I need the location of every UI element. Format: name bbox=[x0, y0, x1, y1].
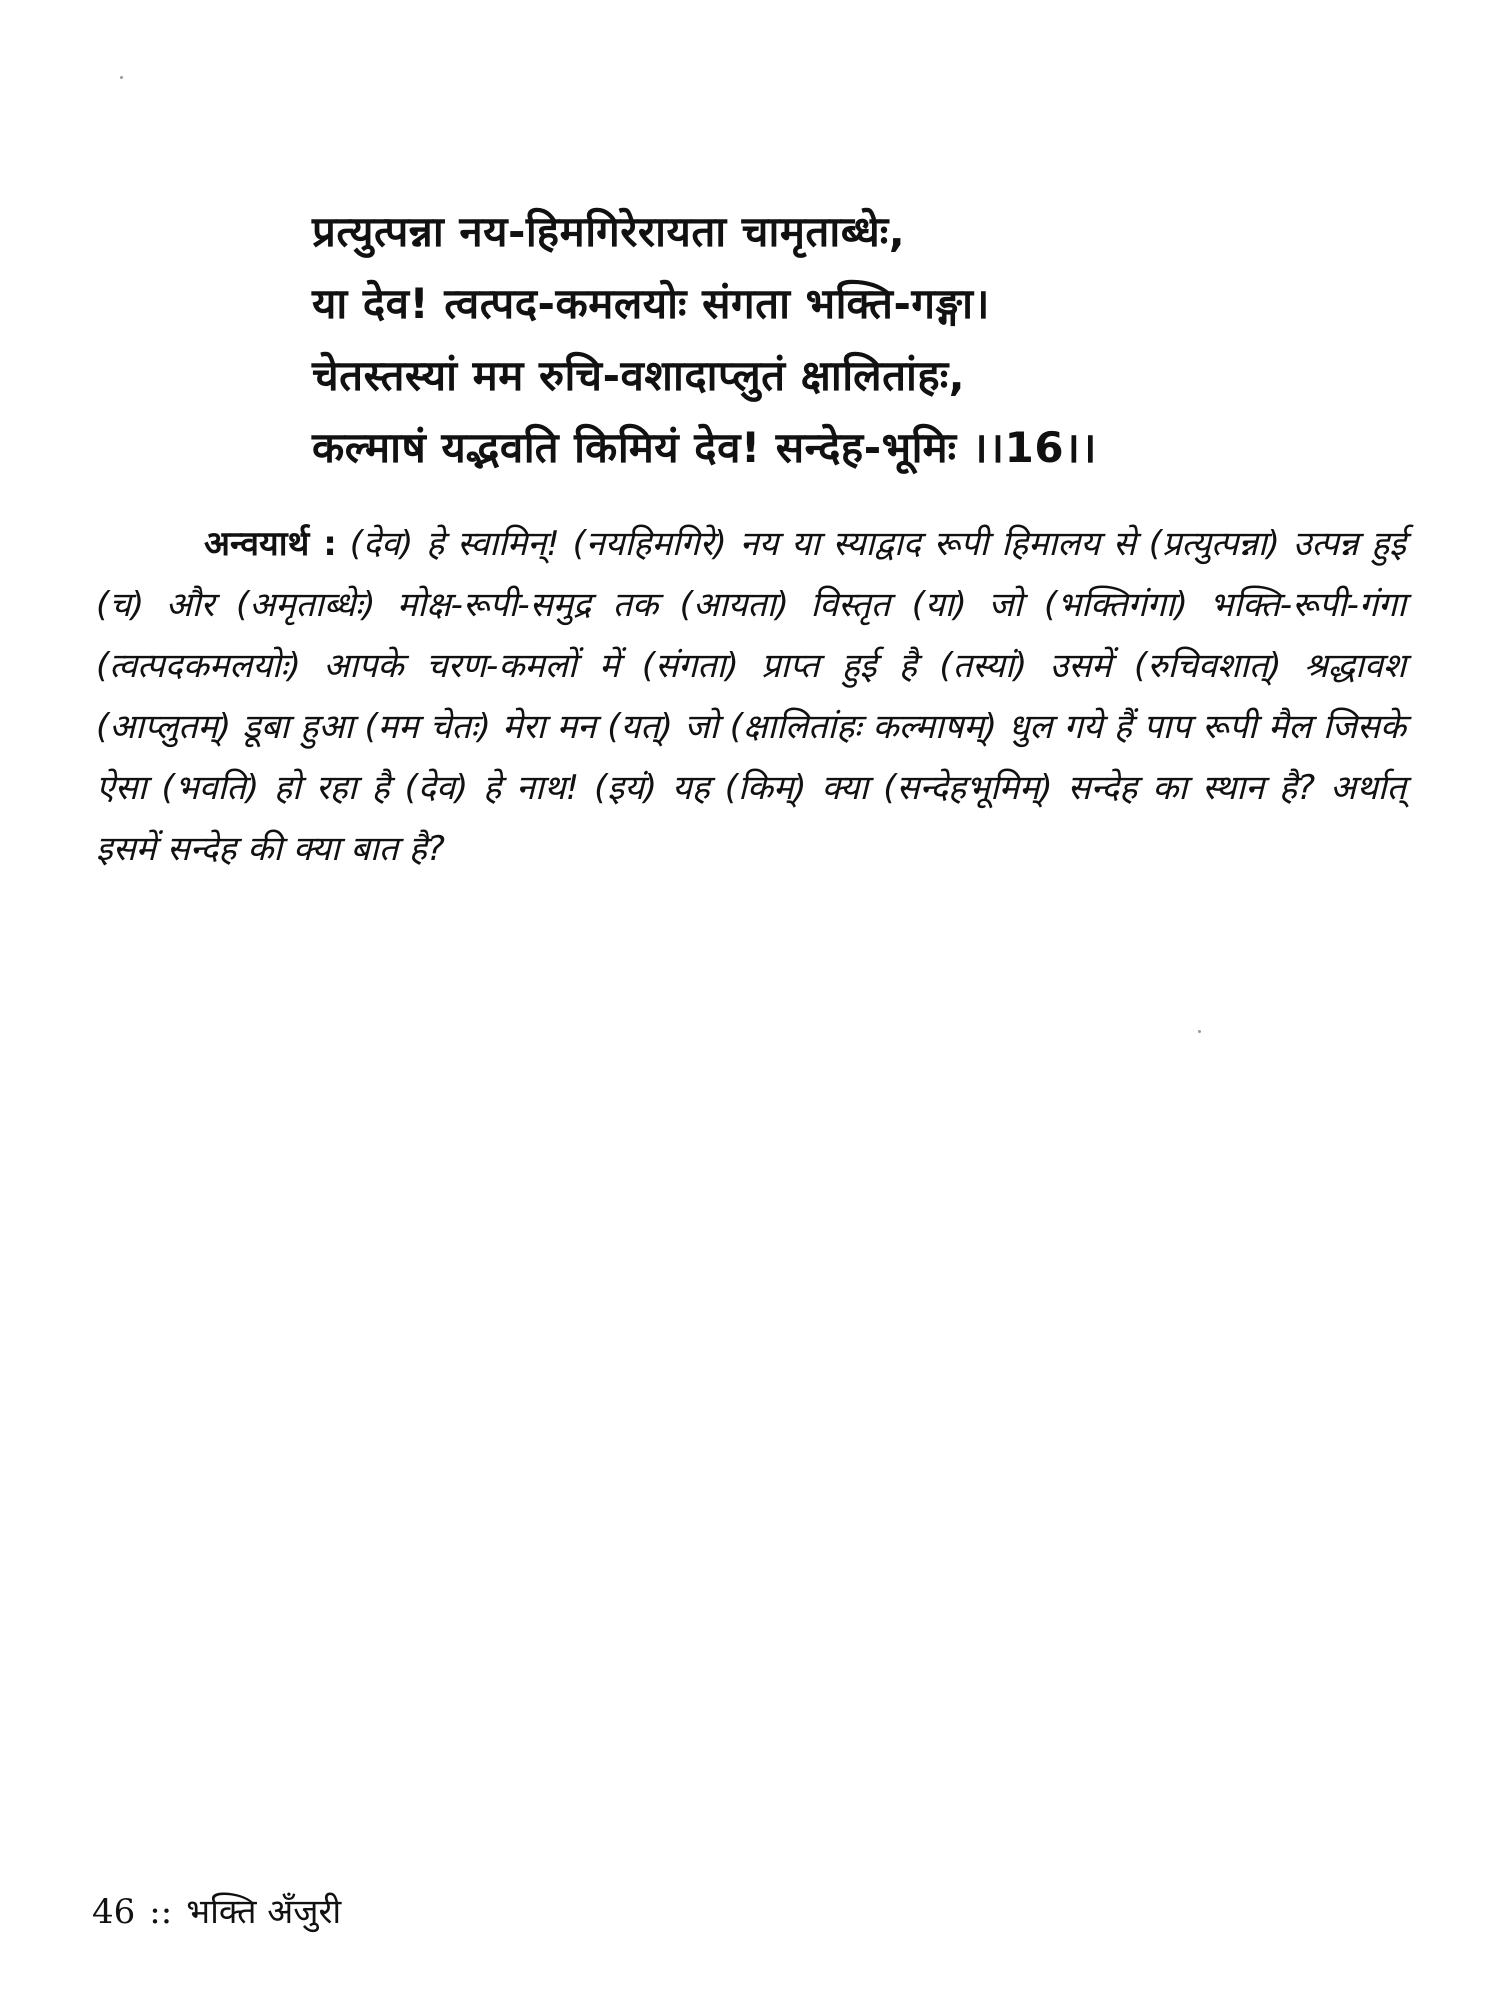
verse-line-1: प्रत्युत्पन्ना नय-हिमगिरेरायता चामृताब्धेः, bbox=[312, 207, 906, 256]
book-title: भक्ति अँजुरी bbox=[186, 1892, 342, 1932]
verse-line-2: या देव! त्वत्पद-कमलयोः संगता भक्ति-गङ्गा। bbox=[312, 279, 990, 328]
verse-line-4-text: कल्माषं यद्भवति किमियं देव! सन्देह-भूमिः bbox=[312, 423, 957, 472]
page-footer bbox=[92, 1890, 341, 1934]
verse-line-3: चेतस्तस्यां मम रुचि-वशादाप्लुतं क्षालितांहः, bbox=[312, 351, 966, 400]
print-speck bbox=[120, 76, 123, 79]
page-number: 46 bbox=[92, 1892, 136, 1932]
verse-line-4 bbox=[312, 412, 1312, 484]
commentary-text: (देव) हे स्वामिन्! (नयहिमगिरे) नय या स्याद्वाद रूपी हिमालय से (प्रत्युत्पन्ना) उत्पन्न हुई (च) और (अमृताब्धेः) मोक्ष-रूपी-समुद्र तक (आयता) विस्तृत (या) जो (भक्तिगंगा) भक्ति-रूपी-गंगा (त्वत्पदकमलयोः) आपके चरण-कमलों में (संगता) प्राप्त हुई है (तस्यां) उसमें (रुचिवशात्) श्रद्धावश (आप्लुतम्) डूबा हुआ (मम चेतः) मेरा मन (यत्) जो (क्षालितांहः कल्माषम्) धुल गये हैं पाप रूपी मैल जिसके ऐसा (भवति) हो रहा है (देव) हे नाथ! (इयं) यह (किम्) क्या (सन्देहभूमिम्) सन्देह का स्थान है? अर्थात् इसमें सन्देह की क्या बात है? bbox=[96, 524, 1406, 869]
verse-block bbox=[312, 196, 1312, 484]
footer-separator: :: bbox=[149, 1892, 173, 1932]
print-speck bbox=[1198, 1030, 1201, 1033]
commentary-label: अन्वयार्थ : bbox=[204, 524, 337, 564]
commentary-paragraph bbox=[96, 514, 1406, 880]
verse-number: ।।16।। bbox=[971, 423, 1097, 472]
